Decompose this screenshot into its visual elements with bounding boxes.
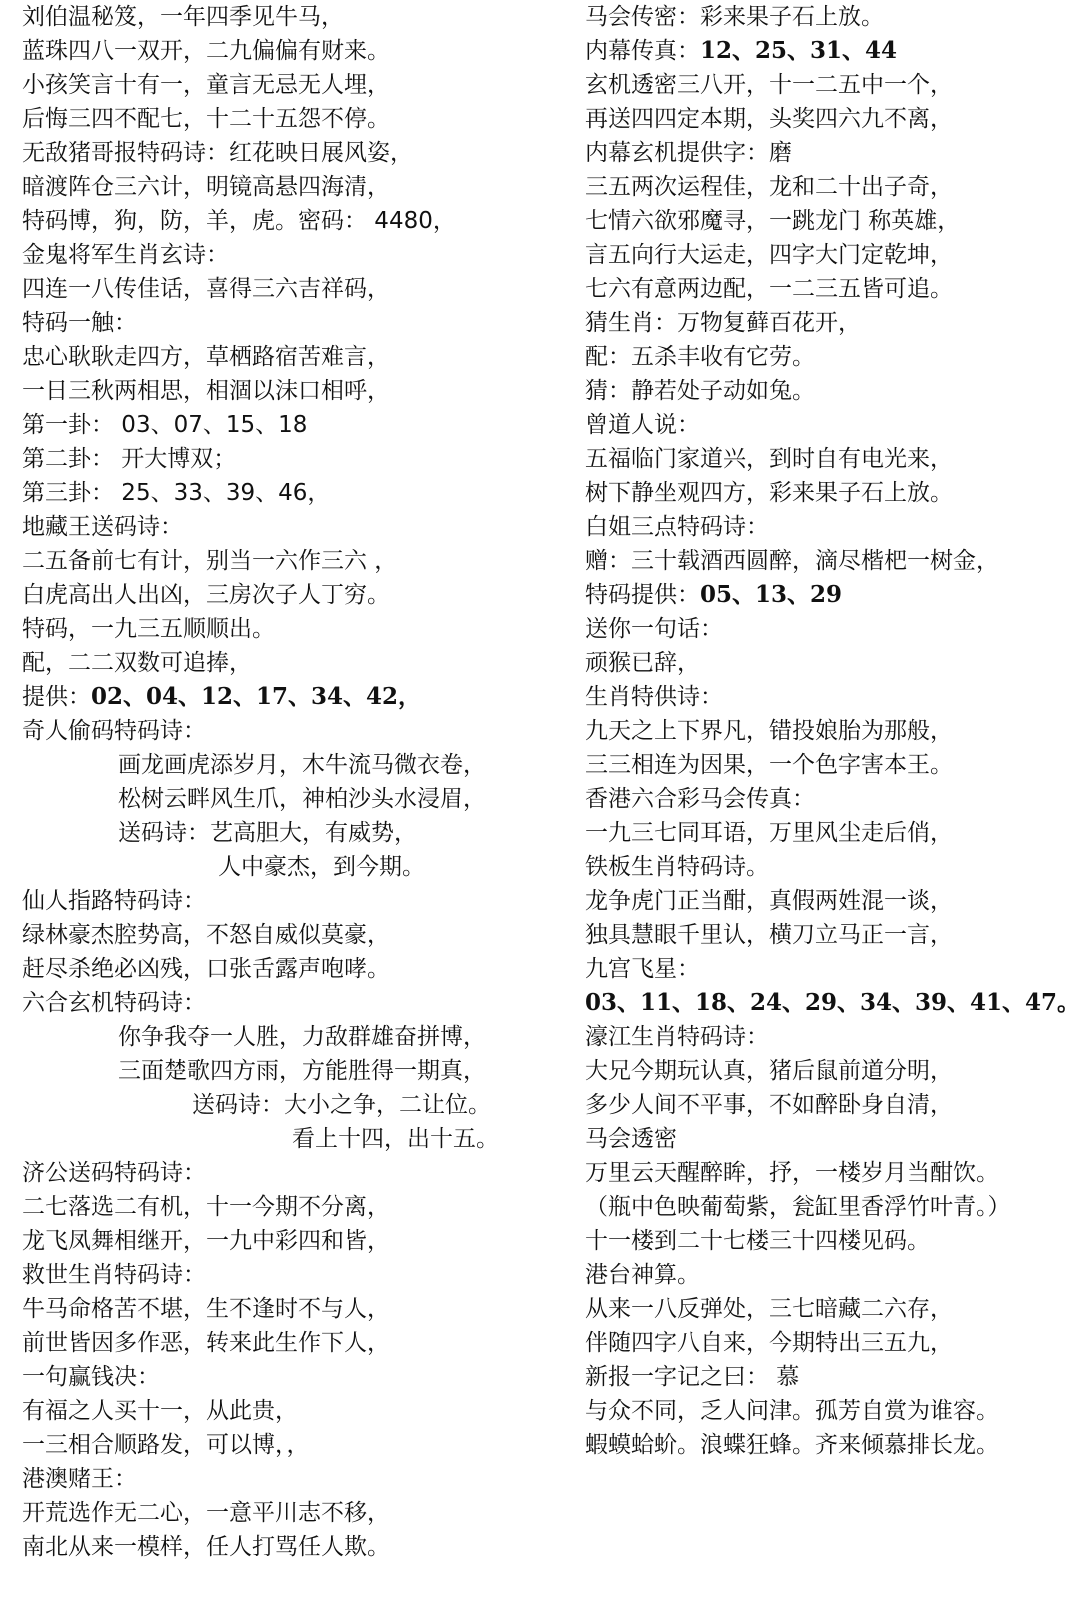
text-line: 仙人指路特码诗： bbox=[22, 888, 206, 914]
text-line: 南北从来一模样，任人打骂任人欺。 bbox=[22, 1534, 390, 1560]
text-line: 一三相合顺路发，可以博，， bbox=[22, 1432, 310, 1458]
text-line: 蓝珠四八一双开，二九偏偏有财来。 bbox=[22, 38, 390, 64]
text-line: 二五备前七有计，别当一六作三六 ， bbox=[22, 548, 398, 574]
star-numbers: 03、11、18、24、29、34、39、41、47。 bbox=[585, 989, 1080, 1016]
text-line: 港澳赌王： bbox=[22, 1466, 137, 1492]
text-line: 曾道人说： bbox=[585, 412, 700, 438]
text-line: 人中豪杰，到今期。 bbox=[218, 854, 425, 880]
text-line: 多少人间不平事，不如醉卧身自清， bbox=[585, 1092, 953, 1118]
text-line: 暗渡阵仓三六计，明镜高悬四海清， bbox=[22, 174, 390, 200]
text-line: 五福临门家道兴，到时自有电光来， bbox=[585, 446, 953, 472]
text-line: 言五向行大运走，四字大门定乾坤， bbox=[585, 242, 953, 268]
text-line: 树下静坐观四方，彩来果子石上放。 bbox=[585, 480, 953, 506]
text-line: 地藏王送码诗： bbox=[22, 514, 183, 540]
text-line: 牛马命格苦不堪，生不逢时不与人， bbox=[22, 1296, 390, 1322]
text-line: 猜：静若处子动如兔。 bbox=[585, 378, 815, 404]
left-column bbox=[22, 0, 562, 1564]
text-line: 三面楚歌四方雨，方能胜得一期真， bbox=[118, 1058, 486, 1084]
text-line: 三五两次运程佳，龙和二十出子奇， bbox=[585, 174, 953, 200]
text-line: 白姐三点特码诗： bbox=[585, 514, 769, 540]
text-line: 玄机透密三八开，十一二五中一个， bbox=[585, 72, 953, 98]
text-line: 小孩笑言十有一，童言无忌无人埋， bbox=[22, 72, 390, 98]
text-line: 二七落选二有机，十一今期不分离， bbox=[22, 1194, 390, 1220]
text-line: 濠江生肖特码诗： bbox=[585, 1024, 769, 1050]
text-line: 刘伯温秘笈，一年四季见牛马， bbox=[22, 4, 344, 30]
text-line: 白虎高出人出凶，三房次子人丁穷。 bbox=[22, 582, 390, 608]
provide-line bbox=[22, 680, 562, 714]
text-line: 画龙画虎添岁月，木牛流马微衣卷， bbox=[118, 752, 486, 778]
text-line: 救世生肖特码诗： bbox=[22, 1262, 206, 1288]
text-line: 特码博，狗，防，羊，虎。密码： 4480， bbox=[22, 208, 456, 234]
right-column bbox=[585, 0, 1080, 1462]
special-line bbox=[585, 578, 1080, 612]
text-line: 第一卦： 03、07、15、18 bbox=[22, 412, 308, 438]
text-line: 独具慧眼千里认，横刀立马正一言， bbox=[585, 922, 953, 948]
provide-numbers: 02、04、12、17、34、42， bbox=[91, 683, 422, 710]
text-line: 从来一八反弹处，三七暗藏二六存， bbox=[585, 1296, 953, 1322]
text-line: 港台神算。 bbox=[585, 1262, 700, 1288]
text-line: 九宫飞星： bbox=[585, 956, 700, 982]
text-line: 你争我夺一人胜，力敌群雄奋拼博， bbox=[118, 1024, 486, 1050]
text-line: 有福之人买十一，从此贵， bbox=[22, 1398, 298, 1424]
provide-label: 提供： bbox=[22, 684, 91, 710]
text-line: 前世皆因多作恶，转来此生作下人， bbox=[22, 1330, 390, 1356]
text-line: 一句赢钱决： bbox=[22, 1364, 160, 1390]
text-line: 蝦蟆蛤蚧。浪蝶狂蜂。齐来倾慕排长龙。 bbox=[585, 1432, 999, 1458]
text-line: 一日三秋两相思，相涸以沫口相呼， bbox=[22, 378, 390, 404]
text-line: 生肖特供诗： bbox=[585, 684, 723, 710]
text-line: 配：五杀丰收有它劳。 bbox=[585, 344, 815, 370]
text-line: 龙飞凤舞相继开，一九中彩四和皆， bbox=[22, 1228, 390, 1254]
text-line: 新报一字记之曰： 慕 bbox=[585, 1364, 800, 1390]
text-line: 第二卦： 开大博双； bbox=[22, 446, 237, 472]
text-line: 松树云畔风生爪，神柏沙头水浸眉， bbox=[118, 786, 486, 812]
text-line: 猜生肖：万物复藓百花开， bbox=[585, 310, 861, 336]
text-line: 再送四四定本期，头奖四六九不离， bbox=[585, 106, 953, 132]
special-label: 特码提供： bbox=[585, 582, 700, 608]
text-line: 龙争虎门正当酣，真假两姓混一谈， bbox=[585, 888, 953, 914]
text-line: 香港六合彩马会传真： bbox=[585, 786, 815, 812]
text-line: 六合玄机特码诗： bbox=[22, 990, 206, 1016]
text-line: 与众不同，乏人问津。孤芳自赏为谁容。 bbox=[585, 1398, 999, 1424]
text-line: 内幕玄机提供字：磨 bbox=[585, 140, 792, 166]
text-line: 配，二二双数可追捧， bbox=[22, 650, 252, 676]
fax-label: 内幕传真： bbox=[585, 38, 700, 64]
text-line: 济公送码特码诗： bbox=[22, 1160, 206, 1186]
text-line: 九天之上下界凡，错投娘胎为那般， bbox=[585, 718, 953, 744]
text-line: 特码，一九三五顺顺出。 bbox=[22, 616, 275, 642]
text-line: 马会传密：彩来果子石上放。 bbox=[585, 4, 884, 30]
text-line: 赶尽杀绝必凶残，口张舌露声咆哮。 bbox=[22, 956, 390, 982]
text-line: 绿林豪杰腔势高，不怒自威似莫豪， bbox=[22, 922, 390, 948]
text-line: 赠：三十载酒西圆醉，滴尽楷杷一树金， bbox=[585, 548, 999, 574]
text-line: 七六有意两边配，一二三五皆可追。 bbox=[585, 276, 953, 302]
text-line: 特码一触： bbox=[22, 310, 137, 336]
text-line: 七情六欲邪魔寻，一跳龙门 称英雄， bbox=[585, 208, 961, 234]
text-line: 顽猴已辞， bbox=[585, 650, 700, 676]
special-numbers: 05、13、29 bbox=[700, 581, 843, 608]
text-line: 忠心耿耿走四方，草栖路宿苦难言， bbox=[22, 344, 390, 370]
text-line: 看上十四，出十五。 bbox=[292, 1126, 499, 1152]
text-line: 送码诗：大小之争，二让位。 bbox=[192, 1092, 491, 1118]
text-line: 奇人偷码特码诗： bbox=[22, 718, 206, 744]
text-line: 万里云天醒醉眸，抒，一楼岁月当酣饮。 bbox=[585, 1160, 999, 1186]
fax-line bbox=[585, 34, 1080, 68]
text-line: 铁板生肖特码诗。 bbox=[585, 854, 769, 880]
text-line: 大兄今期玩认真，猪后鼠前道分明， bbox=[585, 1058, 953, 1084]
text-line: 后悔三四不配七，十二十五怨不停。 bbox=[22, 106, 390, 132]
text-line: 金鬼将军生肖玄诗： bbox=[22, 242, 229, 268]
text-line: 十一楼到二十七楼三十四楼见码。 bbox=[585, 1228, 930, 1254]
text-line: 四连一八传佳话，喜得三六吉祥码， bbox=[22, 276, 390, 302]
text-line: 第三卦： 25、33、39、46， bbox=[22, 480, 331, 506]
fax-numbers: 12、25、31、44 bbox=[700, 37, 898, 64]
text-line: 伴随四字八自来，今期特出三五九， bbox=[585, 1330, 953, 1356]
text-line: 三三相连为因果，一个色字害本王。 bbox=[585, 752, 953, 778]
text-line: 马会透密 bbox=[585, 1126, 677, 1152]
text-line: 送你一句话： bbox=[585, 616, 723, 642]
text-line: 开荒选作无二心，一意平川志不移， bbox=[22, 1500, 390, 1526]
text-line: 送码诗：艺高胆大，有威势， bbox=[118, 820, 417, 846]
text-line: 一九三七同耳语，万里风尘走后俏， bbox=[585, 820, 953, 846]
text-line: 无敌猪哥报特码诗：红花映日展风姿， bbox=[22, 140, 413, 166]
text-line: （瓶中色映葡萄紫，瓮缸里香浮竹叶青。） bbox=[585, 1194, 1011, 1220]
